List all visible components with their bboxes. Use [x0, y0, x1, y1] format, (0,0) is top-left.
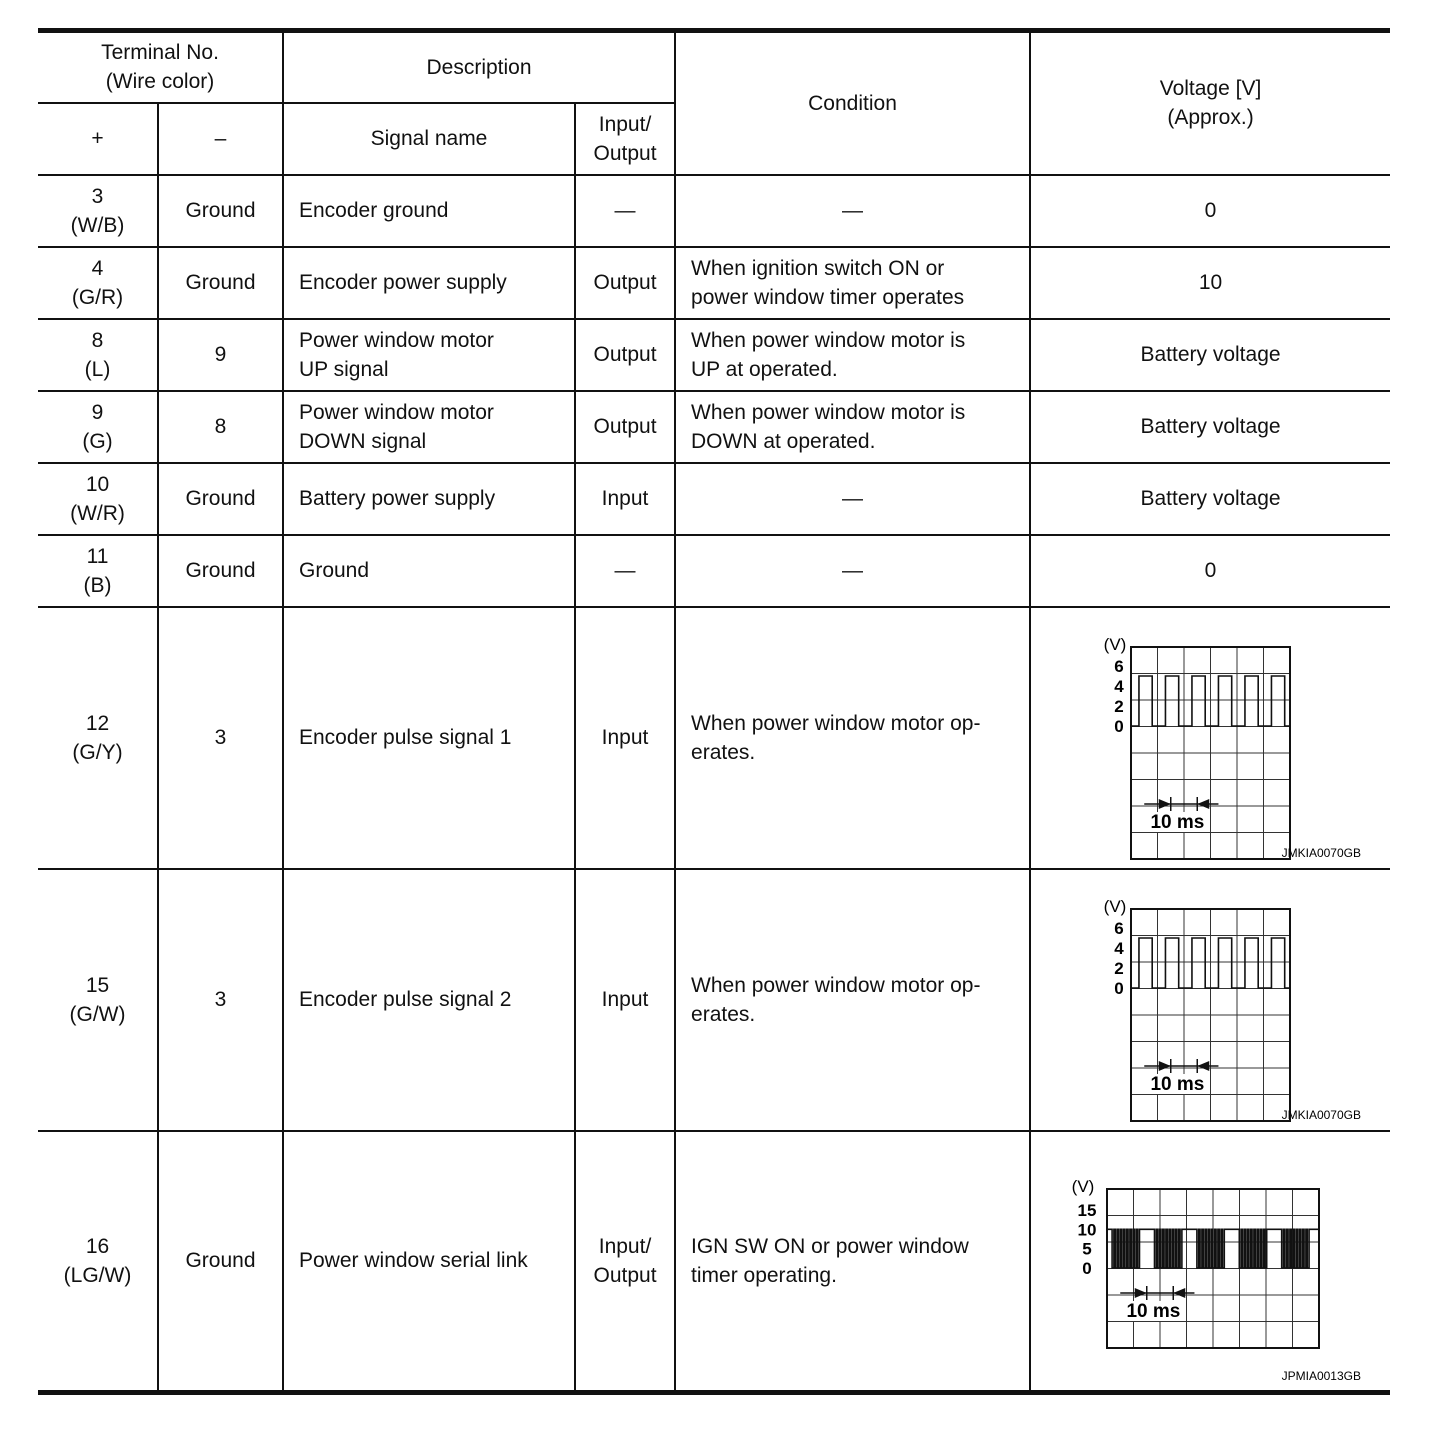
plus-terminal: 9 (G) [38, 391, 158, 463]
table-row [38, 247, 1390, 319]
minus-terminal: Ground [158, 535, 283, 607]
voltage: Battery voltage [1030, 319, 1390, 391]
minus-terminal: Ground [158, 1131, 283, 1393]
io-type: Output [575, 319, 675, 391]
voltage: 0 [1030, 175, 1390, 247]
signal-name: Power window serial link [283, 1131, 575, 1393]
y-tick-label: 4 [1114, 938, 1124, 958]
minus-terminal: 9 [158, 319, 283, 391]
y-tick-label: 0 [1114, 978, 1124, 998]
y-axis-unit-label: (V) [1103, 634, 1127, 654]
y-tick-label: 10 [1077, 1220, 1097, 1240]
signal-name-header: Signal name [283, 103, 575, 175]
y-tick-label: 2 [1114, 958, 1124, 978]
timebase-label: 10 ms [1150, 811, 1205, 833]
plus-terminal: 10 (W/R) [38, 463, 158, 535]
y-tick-label: 15 [1077, 1200, 1097, 1220]
timebase-arrow-left-icon [1173, 1288, 1185, 1298]
terminal-header: Terminal No. (Wire color) [38, 31, 283, 103]
table-row [38, 869, 1390, 1131]
oscilloscope-waveform-2 [1031, 871, 1389, 1129]
timebase-arrow-right-icon [1159, 799, 1171, 809]
voltage: 10 [1030, 247, 1390, 319]
voltage: Battery voltage [1030, 391, 1390, 463]
plus-terminal: 12 (G/Y) [38, 607, 158, 869]
voltage-waveform-cell [1030, 869, 1390, 1131]
y-tick-label: 6 [1114, 918, 1124, 938]
plus-terminal: 4 (G/R) [38, 247, 158, 319]
plus-terminal: 3 (W/B) [38, 175, 158, 247]
figure-id: JPMIA0013GB [1281, 1368, 1362, 1383]
minus-terminal: 8 [158, 391, 283, 463]
timebase-arrow-left-icon [1197, 1061, 1209, 1071]
plus-header: + [38, 103, 158, 175]
table-row [38, 391, 1390, 463]
condition-header: Condition [675, 31, 1030, 175]
signal-name: Battery power supply [283, 463, 575, 535]
y-tick-label: 2 [1114, 696, 1124, 716]
condition: IGN SW ON or power window timer operating. [675, 1131, 1030, 1393]
y-axis-unit-label: (V) [1103, 896, 1127, 916]
io-type: Input [575, 607, 675, 869]
signal-name: Encoder pulse signal 1 [283, 607, 575, 869]
plus-terminal: 16 (LG/W) [38, 1131, 158, 1393]
y-axis-unit-label: (V) [1071, 1176, 1095, 1196]
condition: When power window motor op- erates. [675, 869, 1030, 1131]
signal-name: Ground [283, 535, 575, 607]
signal-name: Encoder ground [283, 175, 575, 247]
voltage: Battery voltage [1030, 463, 1390, 535]
table-row [38, 463, 1390, 535]
condition: When power window motor is DOWN at operated. [675, 391, 1030, 463]
minus-terminal: 3 [158, 607, 283, 869]
timebase-arrow-right-icon [1159, 1061, 1171, 1071]
timebase-arrow-right-icon [1135, 1288, 1147, 1298]
condition: — [675, 535, 1030, 607]
oscilloscope-waveform-3 [1031, 1132, 1389, 1390]
voltage-waveform-cell [1030, 607, 1390, 869]
y-tick-label: 4 [1114, 676, 1124, 696]
table-row [38, 1131, 1390, 1393]
table-row [38, 319, 1390, 391]
io-type: Output [575, 391, 675, 463]
condition: When power window motor op- erates. [675, 607, 1030, 869]
voltage: 0 [1030, 535, 1390, 607]
voltage-waveform-cell [1030, 1131, 1390, 1393]
table-row [38, 175, 1390, 247]
minus-terminal: Ground [158, 247, 283, 319]
signal-name: Power window motor UP signal [283, 319, 575, 391]
condition: When ignition switch ON or power window timer operates [675, 247, 1030, 319]
io-type: Output [575, 247, 675, 319]
signal-name: Power window motor DOWN signal [283, 391, 575, 463]
waveform-trace [1107, 1229, 1319, 1268]
y-tick-label: 6 [1114, 656, 1124, 676]
table-row [38, 607, 1390, 869]
signal-name: Encoder power supply [283, 247, 575, 319]
condition: — [675, 175, 1030, 247]
minus-terminal: 3 [158, 869, 283, 1131]
y-tick-label: 0 [1114, 716, 1124, 736]
io-type: Input/ Output [575, 1131, 675, 1393]
timebase-label: 10 ms [1150, 1073, 1205, 1095]
signal-name: Encoder pulse signal 2 [283, 869, 575, 1131]
condition: — [675, 463, 1030, 535]
table-row [38, 535, 1390, 607]
y-tick-label: 0 [1082, 1258, 1092, 1278]
terminal-spec-table [38, 28, 1390, 1395]
timebase-label: 10 ms [1126, 1300, 1181, 1322]
y-tick-label: 5 [1082, 1239, 1092, 1259]
plus-terminal: 8 (L) [38, 319, 158, 391]
description-header: Description [283, 31, 675, 103]
io-type: Input [575, 463, 675, 535]
io-type: — [575, 175, 675, 247]
minus-terminal: Ground [158, 175, 283, 247]
figure-id: JMKIA0070GB [1281, 1107, 1362, 1122]
timebase-arrow-left-icon [1197, 799, 1209, 809]
minus-header: – [158, 103, 283, 175]
oscilloscope-waveform-1 [1031, 609, 1389, 867]
plus-terminal: 11 (B) [38, 535, 158, 607]
io-type: — [575, 535, 675, 607]
figure-id: JMKIA0070GB [1281, 845, 1362, 860]
plus-terminal: 15 (G/W) [38, 869, 158, 1131]
voltage-header: Voltage [V] (Approx.) [1030, 31, 1390, 175]
io-type: Input [575, 869, 675, 1131]
condition: When power window motor is UP at operated. [675, 319, 1030, 391]
io-header: Input/ Output [575, 103, 675, 175]
minus-terminal: Ground [158, 463, 283, 535]
